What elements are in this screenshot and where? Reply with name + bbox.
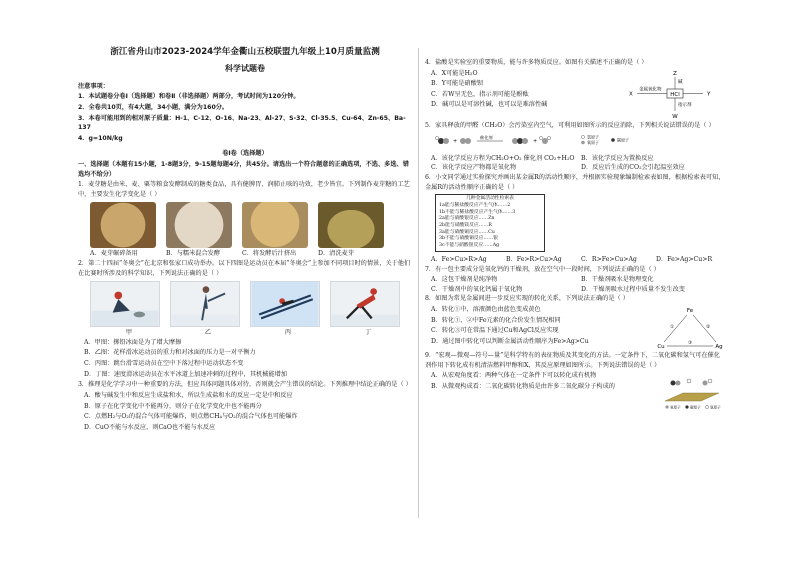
- legend-carbon: 碳原子: [617, 137, 629, 143]
- question-2-option-b: B．乙图：花样滑冰运动员的重力和对冰面的压力是一对平衡力: [84, 349, 256, 357]
- column-divider: [418, 48, 419, 518]
- section-heading: 卷Ⅰ卷（选择题）: [222, 150, 268, 158]
- question-3-option-c: C．点燃H₂与O₂的混合气体可能爆炸，则点燃CH₄与O₂的混合气体也可能爆炸: [84, 413, 298, 421]
- diagram-top: Z: [673, 70, 677, 77]
- right-column: [425, 58, 725, 411]
- question-2-option-c: C．丙图：跳台滑雪运动员在空中下落过程中运动状态不变: [84, 360, 244, 368]
- question-1-stem: 1．麦芽糖是由米、麦、粟等粮食发酵制成的糖类食品，具有健脾胃、润肺止咳的功效，老少皆宜。下列制作麦芽糖的工艺中，主要发生化学变化是（ ）: [78, 181, 410, 198]
- table-row: 2a能与硝酸银反应……Zn: [439, 216, 495, 222]
- question-5-option-d: D．反应后生成的CO₂会引起温室效应: [581, 164, 685, 172]
- page-subtitle: 科学试题卷: [225, 64, 265, 74]
- question-5-options-row-2: [425, 163, 725, 173]
- co2-conversion-diagram: [659, 371, 725, 411]
- ski-jump-image: [250, 281, 320, 327]
- question-9-option-b: B．从微观构成看：二氧化碳转化物质是由许多二氧化碳分子构成的: [431, 382, 615, 390]
- malt-grains-image: [90, 202, 156, 248]
- edge-3: ③: [688, 340, 693, 346]
- table-row: 3c不能与硝酸银反应……Ag: [439, 243, 500, 249]
- question-8-option-a: A．转化①中，溶液颜色由蓝色变成黄色: [431, 305, 541, 313]
- speed-skating-image: [330, 281, 400, 327]
- svg-text:+: +: [453, 138, 458, 145]
- question-6-option-d: D．Fe>Ag>Cu>R: [656, 255, 713, 263]
- question-4-option-d: D．碱可以是可溶性碱，也可以是难溶性碱: [431, 101, 548, 109]
- diagram-top-label: 碱: [678, 79, 683, 85]
- question-2-option-a: A．甲图：掷铅冰面是为了增大摩擦: [84, 338, 182, 346]
- question-7-option-a: A．这包干燥剂是纯净物: [431, 276, 498, 284]
- figure-skating-image: [170, 281, 240, 327]
- question-1-captions: [90, 249, 412, 259]
- notice-item: 3．本卷可能用到的相对原子质量：H-1、C-12、O-16、Na-23、Al-27、S-32、Cl-35.5、Cu-64、Zn-65、Ba-137: [78, 114, 406, 132]
- diagram-bottom-label: 指示剂: [678, 102, 692, 108]
- question-8-body: [425, 305, 725, 351]
- question-5-option-c: C．该化学反应产物都是氧化物: [431, 164, 517, 172]
- fermentation-image: [166, 202, 232, 248]
- metal-activity-key-table: [435, 194, 545, 252]
- legend-oxygen: 氧原子: [670, 405, 681, 410]
- question-7-options-row-1: [425, 275, 725, 285]
- question-2-option-d: D．丁图：速度滑冰运动员在水平冰道上加速冲刺的过程中，其机械能增加: [84, 370, 287, 378]
- table-row: 3a能与硝酸铜反应……Cu: [439, 229, 495, 235]
- question-3-option-b: B．原子在化学变化中不能再分，则分子在化学变化中也不能再分: [84, 402, 262, 410]
- question-8-option-c: C．转化③可在常温下通过Cu和AgCl反应实现: [431, 327, 559, 335]
- question-6-option-a: A．Fe>Cu>R>Ag: [431, 255, 487, 263]
- question-6-options: [425, 255, 725, 265]
- question-1-images: [90, 202, 412, 248]
- question-7-options-row-2: [425, 285, 725, 295]
- question-3-option-a: A．酸与碱发生中和反应生成盐和水，所以生成盐和水的反应一定是中和反应: [84, 391, 293, 399]
- caption-bing: 丙: [284, 329, 292, 337]
- table-title: 几种金属活动性检索表: [466, 196, 514, 202]
- question-3-option-d: D．CuO不能与水反应，则CaO也不能与水反应: [84, 423, 216, 431]
- legend-oxygen: 氧原子: [587, 140, 599, 146]
- table-row: 1a能与稀盐酸反应产生气体……2: [439, 202, 511, 208]
- notice-heading: 注意事项：: [78, 82, 109, 90]
- diagram-center: HCl: [670, 91, 680, 98]
- hcl-reaction-diagram: [625, 69, 725, 121]
- diagram-left: X: [629, 91, 633, 98]
- question-4-stem: 4．盐酸是实验室的重要物质，能与许多物质反应。如图有关描述不正确的是（ ）: [425, 59, 648, 66]
- table-row: 1b不能与稀盐酸反应产生气体……3: [439, 209, 516, 215]
- notice-item: 2．全卷共10页，有4大题，34小题，满分为160分。: [78, 103, 229, 111]
- left-column: [78, 46, 412, 433]
- diagram-right: Y: [707, 91, 711, 98]
- question-5-options-row-1: [425, 154, 725, 164]
- washing-malt-image: [318, 202, 384, 248]
- question-3-stem: 3．推理是化学学习中一种重要的方法，但应具体问题具体对待，否则就会产生错误的结论。下列推理中结论正确的是（ ）: [78, 381, 412, 389]
- question-8-option-b: B．转化①、②中Fe元素的化合价发生情况相同: [431, 316, 561, 324]
- question-6-stem: 6．小文同学通过实验探究并画出某金属R的活动性顺序，并根据实验现象编制检索表如图，根据检索表可知，金属R的活动性顺序正确的是（ ）: [425, 174, 725, 191]
- svg-text:+: +: [533, 138, 538, 145]
- diagram-left-label: 金属氧化物: [639, 87, 662, 93]
- triangle-left: Cu: [657, 343, 665, 350]
- question-9-body: [425, 371, 725, 411]
- curling-image: [90, 281, 160, 327]
- question-8-stem: 8．如图为常见金属间进一步反应实现的转化关系，下列说法正确的是（ ）: [425, 295, 629, 303]
- edge-2: ②: [706, 324, 711, 330]
- question-2-images: [90, 281, 412, 327]
- notice-item: 1．本试题卷分卷Ⅰ（选择题）和卷Ⅱ（非选择题）两部分，考试时间为120分钟。: [78, 93, 300, 101]
- question-7-option-d: D．干燥剂吸水过程中质量不发生改变: [581, 285, 685, 293]
- question-9-option-a: A．从宏观角度看：两种气体在一定条件下可以转化成有机物: [431, 372, 597, 380]
- question-4-option-c: C．若W呈无色，指示剂可能是酚酞: [431, 90, 529, 98]
- option-d-caption: D．清洗麦芽: [318, 250, 354, 258]
- question-2-stem: 2．第二十四届“冬奥会”在北京和张家口成功举办。以下四图是运动员在本届“冬奥会”上参加不同项目时的情景，关于他们在比赛时所涉及的科学知识，下列说法正确的是（ ）: [78, 260, 411, 277]
- question-8-option-d: D．通过图中转化可以判断金属活动性顺序为Fe>Ag>Cu: [431, 337, 589, 345]
- legend-hydrogen: 氢原子: [587, 134, 599, 140]
- metal-conversion-triangle: [655, 305, 725, 351]
- option-a-caption: A．麦芽碾碎备用: [90, 250, 138, 258]
- caption-ding: 丁: [364, 329, 372, 337]
- caption-yi: 乙: [204, 329, 212, 337]
- juice-squeeze-image: [242, 202, 308, 248]
- formaldehyde-reaction-diagram: [433, 133, 663, 149]
- question-5-option-b: B．该化学反应为置换反应: [581, 154, 654, 162]
- table-row: 3b不能与硝酸铜反应……银: [439, 236, 498, 242]
- question-4-option-b: B．Y可能是硝酸钡: [431, 80, 483, 88]
- section-intro: 一、选择题（本题有15小题，1-8题3分，9-15题每题4分，共45分。请选出一个符合题意的正确选项，不选、多选、错选均不给分）: [78, 160, 409, 178]
- question-7-option-b: B．干燥剂吸水是物理变化: [581, 276, 654, 284]
- option-b-caption: B．与糯米混合发酵: [166, 250, 221, 258]
- legend-hydrogen: 氢原子: [710, 405, 721, 410]
- triangle-top: Fe: [686, 307, 694, 314]
- caption-jia: 甲: [125, 329, 133, 337]
- triangle-right: Ag: [715, 343, 723, 350]
- question-6-option-c: C．R>Fe>Cu>Ag: [581, 255, 637, 263]
- question-2-captions: [90, 328, 412, 338]
- question-5-option-a: A．该化学反应方程为CH₂O+O₂ 催化剂 CO₂+H₂O: [431, 154, 575, 162]
- notice-item: 4．g=10N/kg: [78, 134, 123, 142]
- question-7-option-c: C．干燥剂中的氧化钙属于氧化物: [431, 285, 523, 293]
- edge-1: ①: [670, 324, 675, 330]
- page-title: 浙江省舟山市2023-2024学年金衢山五校联盟九年级上10月质量监测: [110, 47, 380, 57]
- question-9-stem: 9．“宏观—微观—符号—量”是科学特有的表征物质及其变化的方法。一定条件下，二氧化碳和氢气可在催化剂作用下转化成有机清洁燃料甲醇和X，其反应原理如图所示。下列说法错误的是（ ）: [425, 351, 720, 369]
- question-5-stem: 5．家具释放的甲醛（CH₂O）会污染室内空气，可利用如图所示的反应消除，下列相关说法错误的是（ ）: [425, 121, 715, 129]
- question-4-body: [425, 69, 725, 121]
- question-4-option-a: A．X可能是H₂O: [431, 69, 478, 77]
- legend-carbon: 碳原子: [690, 405, 701, 410]
- option-c-caption: C．将发酵后汁挤出: [242, 250, 297, 258]
- diagram-bottom: W: [672, 113, 678, 120]
- question-6-option-b: B．Fe>R>Cu>Ag: [506, 255, 562, 263]
- question-7-stem: 7．有一包主要成分是氧化钙的干燥剂，放在空气中一段时间，下列说法正确的是（ ）: [425, 265, 660, 273]
- table-row: 2b能与硝酸镁反应……R: [439, 223, 492, 229]
- catalyst-label: 催化剂: [480, 135, 493, 141]
